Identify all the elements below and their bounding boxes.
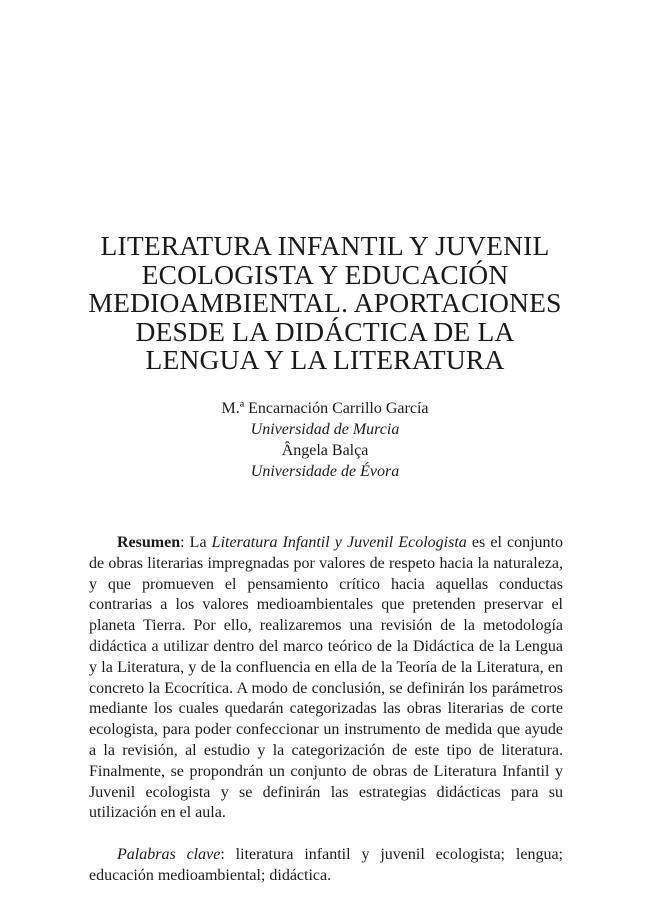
author-affiliation: Universidad de Murcia (250, 421, 400, 438)
abstract-text: es el conjunto de obras literarias impregnadas por valores de respeto hacia la naturaleza, y que promueven el pensamiento crítico hacia aquellas conductas contrarias a los valores medioambientales que pretenden preservar el planeta Tierra. Por ello, realizaremos una revisión de la metodología didáctica a utilizar dentro del marco teórico de la Didáctica de la Lengua y la Literatura, y de la confluencia en ella de la Teoría de la Literatura, en concreto la Ecocrítica. A modo de conclusión, se definirán los parámetros mediante los cuales quedarán categorizadas las obras literarias de corte ecologista, para poder confeccionar un instrumento de medida que ayude a la revisión, al estudio y la categorización de este tipo de literatura. Finalmente, se propondrán un conjunto de obras de Literatura Infantil y Juvenil ecologista y se definirán las estrategias didácticas para su utilización en el aula. (89, 534, 563, 822)
author-affiliation: Universidade de Évora (250, 463, 400, 480)
author-name: Ângela Balça (281, 442, 369, 459)
title-line: ECOLOGISTA Y EDUCACIÓN (141, 258, 509, 290)
keywords-paragraph (89, 845, 563, 887)
title-line: LITERATURA INFANTIL Y JUVENIL (100, 230, 550, 261)
keywords-text: : literatura infantil y juvenil ecologista; lengua; educación medioambiental; didáctica. (89, 845, 563, 884)
abstract-separator: : La (180, 534, 212, 551)
keywords-label: Palabras clave (117, 845, 221, 863)
author-name: M.ª Encarnación Carrillo García (221, 400, 429, 417)
title-line: DESDE LA DIDÁCTICA DE LA (135, 315, 515, 347)
title-line: LENGUA Y LA LITERATURA (145, 344, 505, 375)
author-block (0, 398, 650, 482)
title-line: MEDIOAMBIENTAL. APORTACIONES (88, 287, 562, 318)
abstract-label: Resumen (117, 534, 181, 551)
paper-title (60, 232, 590, 375)
abstract-paragraph (89, 533, 563, 824)
abstract-section (89, 533, 563, 887)
abstract-italic-term: Literatura Infantil y Juvenil Ecologista (211, 534, 467, 551)
